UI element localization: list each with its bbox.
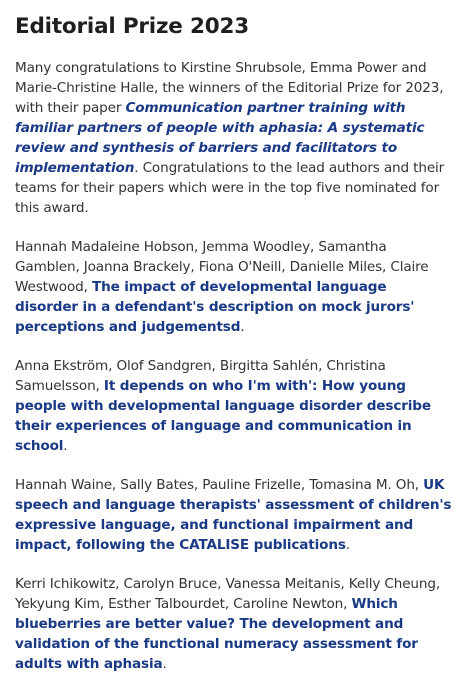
nominee-paper-link[interactable]: The impact of developmental language disorder in a defendant's description on mock jurors' perceptions and judgementsd — [15, 279, 415, 335]
nominee-paragraph — [15, 475, 453, 555]
nominee-authors: Hannah Madaleine Hobson, Jemma Woodley, Samantha Gamblen, Joanna Brackely, Fiona O'Neill, Danielle Miles, Claire Westwood, — [15, 239, 429, 295]
nominee-paragraph — [15, 237, 453, 337]
intro-trail-text: . Congratulations to the lead authors and their teams for their papers which were in the top five nominated for this award. — [15, 160, 445, 216]
nominee-authors: Kerri Ichikowitz, Carolyn Bruce, Vanessa Meitanis, Kelly Cheung, Yekyung Kim, Esther Talbourdet, Caroline Newton, — [15, 576, 441, 612]
nominee-trail: . — [162, 656, 167, 672]
nominee-authors: Anna Ekström, Olof Sandgren, Birgitta Sahlén, Christina Samuelsson, — [15, 358, 386, 394]
nominee-paper-link[interactable]: Which blueberries are better value? The development and validation of the functional numeracy assessment for adults with aphasia — [15, 596, 418, 672]
nominee-paper-link[interactable]: UK speech and language therapists' assessment of children's expressive language, and functional impairment and impact, following the CATALISE publications — [15, 477, 452, 553]
page-title: Editorial Prize 2023 — [15, 14, 249, 39]
nominee-paragraph — [15, 574, 453, 674]
nominee-paragraph — [15, 356, 453, 456]
intro-paragraph — [15, 58, 453, 218]
nominee-trail: . — [63, 438, 68, 454]
nominee-authors: Hannah Waine, Sally Bates, Pauline Frizelle, Tomasina M. Oh, — [15, 477, 424, 493]
nominee-trail: . — [345, 537, 350, 553]
nominee-paper-link[interactable]: It depends on who I'm with': How young people with developmental language disorder describe their experiences of language and communication in school — [15, 378, 431, 454]
intro-lead-text: Many congratulations to Kirstine Shrubsole, Emma Power and Marie-Christine Halle, the winners of the Editorial Prize for 2023, with their paper — [15, 60, 444, 116]
nominee-trail: . — [240, 319, 245, 335]
winning-paper-link[interactable]: Communication partner training with familiar partners of people with aphasia: A systematic review and synthesis of barriers and facilitators to implementation — [15, 100, 425, 176]
